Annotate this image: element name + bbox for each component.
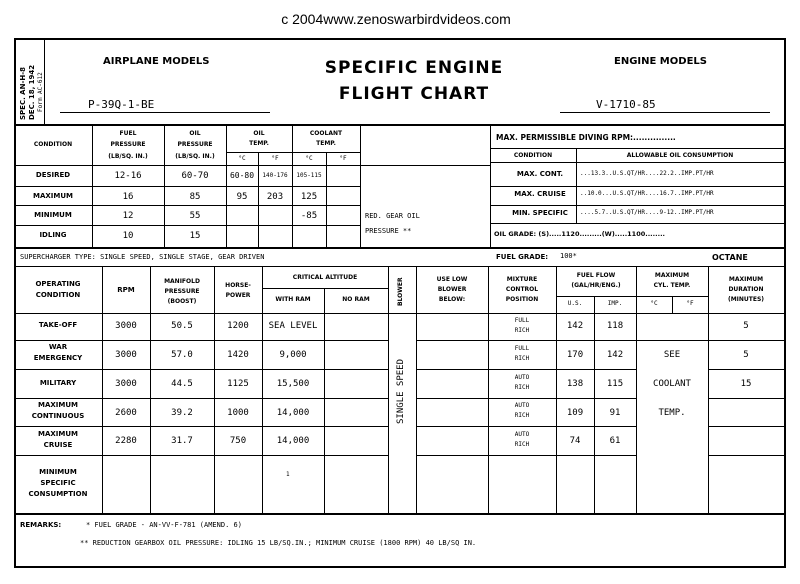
single-speed-label: SINGLE SPEED xyxy=(396,358,406,424)
manifold-value: 31.7 xyxy=(171,436,193,446)
col-operating-1: OPERATING xyxy=(35,280,81,288)
us-value: 109 xyxy=(566,408,584,418)
col-condition: CONDITION xyxy=(33,141,73,148)
col-mixture-1: MIXTURE xyxy=(506,276,538,283)
hp-value: 1000 xyxy=(227,408,249,418)
col-mixture-3: POSITION xyxy=(505,296,539,303)
diving-row-value: ....5.7..U.S.QT/HR....9-12..IMP.PT/HR xyxy=(580,209,714,216)
operating-condition: CONTINUOUS xyxy=(31,412,85,420)
diving-row-value: ..10.0...U.S.QT/HR....16.7..IMP.PT/HR xyxy=(580,190,714,197)
altitude-value: 9,000 xyxy=(279,350,307,360)
duration-value: 5 xyxy=(743,321,749,331)
engine-models-label: ENGINE MODELS xyxy=(614,56,707,67)
altitude-value: 14,000 xyxy=(276,408,310,418)
us-value: 74 xyxy=(569,436,581,446)
col-oil-1: OIL xyxy=(189,130,201,137)
condition-label: DESIRED xyxy=(35,171,71,179)
see-note: SEE xyxy=(663,350,681,360)
us-value: 138 xyxy=(566,379,584,389)
col-diving-condition: CONDITION xyxy=(513,152,553,159)
oil-unit-f: °F xyxy=(271,155,279,162)
col-imp: IMP. xyxy=(607,300,623,307)
coolant-c-value: 105-115 xyxy=(296,172,322,179)
col-allowable-oil: ALLOWABLE OIL CONSUMPTION xyxy=(626,152,734,159)
col-duration-2: DURATION xyxy=(728,286,764,293)
manifold-value: 57.0 xyxy=(171,350,193,360)
remarks-line-1: * FUEL GRADE - AN-VV-F-781 (AMEND. 6) xyxy=(86,521,242,529)
us-value: 142 xyxy=(566,321,584,331)
oil-value: 15 xyxy=(189,231,201,241)
watermark: c 2004www.zenoswarbirdvideos.com xyxy=(281,11,511,27)
coolant-c-value: 125 xyxy=(300,192,318,202)
imp-value: 61 xyxy=(609,436,621,446)
manifold-value: 50.5 xyxy=(171,321,193,331)
rpm-value: 3000 xyxy=(115,321,137,331)
col-fuel-1: FUEL xyxy=(119,130,137,137)
coolant-c-value: -85 xyxy=(300,211,318,221)
remarks-label: REMARKS: xyxy=(20,521,62,529)
col-no-ram: NO RAM xyxy=(342,296,370,303)
col-hp-1: HORSE- xyxy=(225,282,251,289)
fuel-value: 10 xyxy=(122,231,134,241)
rpm-value: 3000 xyxy=(115,379,137,389)
oil-value: 85 xyxy=(189,192,201,202)
coolant-unit-c: °C xyxy=(305,155,313,162)
oil-value: 55 xyxy=(189,211,201,221)
imp-value: 115 xyxy=(606,379,624,389)
rpm-value: 3000 xyxy=(115,350,137,360)
fuel-grade-label: FUEL GRADE: xyxy=(496,253,549,261)
supercharger-type: SUPERCHARGER TYPE: SINGLE SPEED, SINGLE STAGE, GEAR DRIVEN xyxy=(20,253,265,261)
mixture-value-2: RICH xyxy=(514,384,530,391)
operating-condition: EMERGENCY xyxy=(33,354,83,362)
spec-number: SPEC. AN-H-8 xyxy=(19,66,27,120)
mixture-value-2: RICH xyxy=(514,441,530,448)
hp-value: 1200 xyxy=(227,321,249,331)
coolant-note: COOLANT xyxy=(653,379,691,389)
diving-row-value: ...13.3..U.S.QT/HR....22.2..IMP.PT/HR xyxy=(580,170,714,177)
col-duration-3: (MINUTES) xyxy=(727,296,765,303)
col-us: U.S. xyxy=(567,300,583,307)
col-cyl-c: °C xyxy=(650,300,658,307)
fuel-value: 12-16 xyxy=(114,171,142,181)
rpm-value: 2600 xyxy=(115,408,137,418)
col-manifold-3: (BOOST) xyxy=(167,298,197,305)
col-fuel-3: (LB/SQ. IN.) xyxy=(108,153,148,160)
temp-note: TEMP. xyxy=(658,408,686,418)
title-line-1: SPECIFIC ENGINE xyxy=(324,58,504,78)
col-use-low-1: USE LOW xyxy=(436,276,468,283)
us-value: 170 xyxy=(566,350,584,360)
col-critical-altitude: CRITICAL ALTITUDE xyxy=(292,274,358,281)
mixture-value-1: AUTO xyxy=(514,431,530,438)
col-duration-1: MAXIMUM xyxy=(728,276,764,283)
hp-value: 1420 xyxy=(227,350,249,360)
mixture-value-1: AUTO xyxy=(514,402,530,409)
operating-condition: CONSUMPTION xyxy=(28,490,88,498)
col-manifold-2: PRESSURE xyxy=(164,288,200,295)
col-cyl-f: °F xyxy=(686,300,694,307)
condition-label: IDLING xyxy=(39,231,67,239)
col-coolant-2: TEMP. xyxy=(316,140,336,147)
imp-value: 142 xyxy=(606,350,624,360)
duration-value: 5 xyxy=(743,350,749,360)
form-number: Form AC-612 xyxy=(37,72,44,112)
col-blower: BLOWER xyxy=(397,277,404,306)
diving-row-label: MAX. CRUISE xyxy=(514,190,566,198)
col-manifold-1: MANIFOLD xyxy=(164,278,200,285)
col-oil-temp-1: OIL xyxy=(253,130,265,137)
max-diving-rpm: MAX. PERMISSIBLE DIVING RPM:............... xyxy=(496,133,676,142)
col-with-ram: WITH RAM xyxy=(275,296,311,303)
duration-value: 15 xyxy=(740,379,752,389)
altitude-value: 15,500 xyxy=(276,379,310,389)
red-gear-oil-label: RED. GEAR OIL xyxy=(365,212,420,220)
operating-condition: MINIMUM xyxy=(39,468,77,476)
mixture-value-2: RICH xyxy=(514,327,530,334)
col-oil-temp-2: TEMP. xyxy=(249,140,269,147)
mixture-value-1: AUTO xyxy=(514,374,530,381)
imp-value: 118 xyxy=(606,321,624,331)
oil-grade: OIL GRADE: (S).....1120.........(W).....1100........ xyxy=(494,230,666,238)
oil-c-value: 60-80 xyxy=(229,171,255,180)
operating-condition: SPECIFIC xyxy=(40,479,76,487)
col-fuel-flow-2: (GAL/HR/ENG.) xyxy=(571,282,621,289)
oil-c-value: 95 xyxy=(236,192,248,202)
imp-value: 91 xyxy=(609,408,621,418)
octane-label: OCTANE xyxy=(712,253,748,262)
col-cyl-2: CYL. TEMP. xyxy=(653,282,691,289)
altitude-value: 14,000 xyxy=(276,436,310,446)
col-coolant-1: COOLANT xyxy=(309,130,343,137)
mixture-value-2: RICH xyxy=(514,355,530,362)
col-fuel-flow-1: FUEL FLOW xyxy=(576,272,616,279)
operating-condition: MILITARY xyxy=(39,379,77,387)
diving-row-label: MIN. SPECIFIC xyxy=(512,209,568,217)
coolant-unit-f: °F xyxy=(339,155,347,162)
operating-condition: CRUISE xyxy=(43,441,73,449)
mixture-value-2: RICH xyxy=(514,412,530,419)
spec-date: DEC. 18, 1942 xyxy=(28,64,36,120)
airplane-model: P-39Q-1-BE xyxy=(88,98,155,111)
diving-row-label: MAX. CONT. xyxy=(516,170,564,178)
col-operating-2: CONDITION xyxy=(35,291,81,299)
operating-condition: MAXIMUM xyxy=(37,430,79,438)
airplane-models-label: AIRPLANE MODELS xyxy=(103,56,210,67)
title-line-2: FLIGHT CHART xyxy=(338,84,490,104)
col-hp-2: POWER xyxy=(225,292,251,299)
hp-value: 1125 xyxy=(227,379,249,389)
mixture-value-1: FULL xyxy=(514,345,530,352)
col-use-low-3: BELOW: xyxy=(438,296,466,303)
hp-value: 750 xyxy=(229,436,247,446)
condition-label: MAXIMUM xyxy=(32,192,74,200)
oil-value: 60-70 xyxy=(181,171,209,181)
engine-model: V-1710-85 xyxy=(596,98,656,111)
oil-f-value: 140-176 xyxy=(262,172,288,179)
manifold-value: 39.2 xyxy=(171,408,193,418)
footnote-mark: 1 xyxy=(286,471,290,478)
col-oil-2: PRESSURE xyxy=(177,141,213,148)
oil-f-value: 203 xyxy=(266,192,284,202)
fuel-value: 12 xyxy=(122,211,134,221)
oil-unit-c: °C xyxy=(238,155,246,162)
manifold-value: 44.5 xyxy=(171,379,193,389)
remarks-line-2: ** REDUCTION GEARBOX OIL PRESSURE: IDLING 15 LB/SQ.IN.; MINIMUM CRUISE (1800 RPM) 40 LB/SQ IN. xyxy=(80,539,477,547)
operating-condition: WAR xyxy=(48,343,68,351)
red-gear-pressure-label: PRESSURE ** xyxy=(365,227,412,235)
col-oil-3: (LB/SQ. IN.) xyxy=(175,153,215,160)
fuel-value: 16 xyxy=(122,192,134,202)
mixture-value-1: FULL xyxy=(514,317,530,324)
col-fuel-2: PRESSURE xyxy=(110,141,146,148)
altitude-value: SEA LEVEL xyxy=(268,321,318,331)
rpm-value: 2280 xyxy=(115,436,137,446)
operating-condition: MAXIMUM xyxy=(37,401,79,409)
fuel-grade-value: 100* xyxy=(560,252,577,260)
col-cyl-1: MAXIMUM xyxy=(654,272,690,279)
col-use-low-2: BLOWER xyxy=(437,286,467,293)
col-mixture-2: CONTROL xyxy=(505,286,539,293)
col-rpm: RPM xyxy=(117,286,135,294)
operating-condition: TAKE-OFF xyxy=(38,321,78,329)
condition-label: MINIMUM xyxy=(34,211,72,219)
